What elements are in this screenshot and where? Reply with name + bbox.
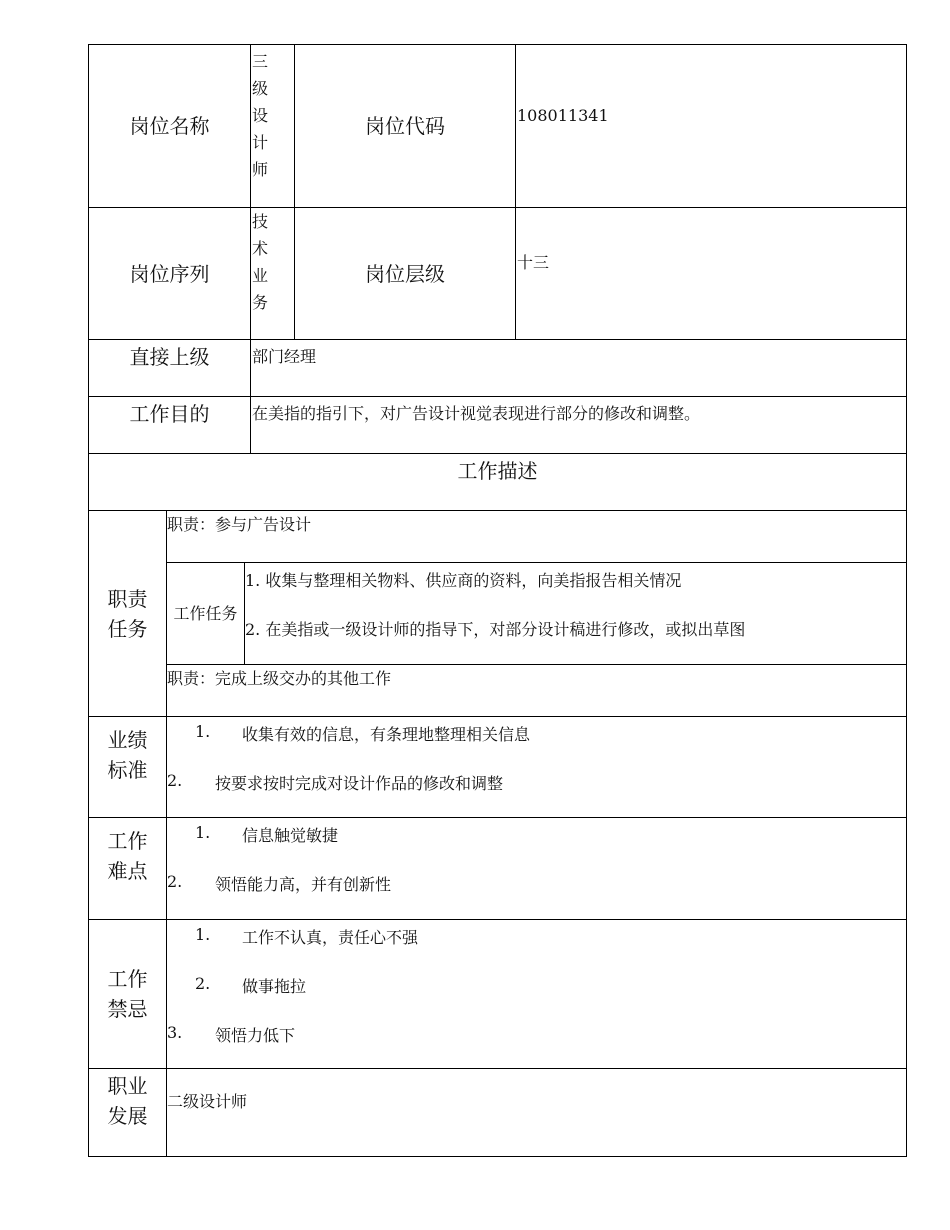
difficulty-item-2: 领悟能力高，并有创新性	[215, 875, 392, 894]
difficulties-label: 工作难点	[107, 829, 148, 883]
post-series-value: 技术业务	[252, 212, 269, 312]
post-series-value-cell	[251, 208, 295, 340]
post-level-label: 岗位层级	[295, 208, 516, 340]
difficulty-item-1: 信息触觉敏捷	[242, 826, 339, 845]
post-name-value-cell	[251, 45, 295, 208]
tasks-list	[245, 563, 906, 665]
purpose-value: 在美指的指引下，对广告设计视觉表现进行部分的修改和调整。	[252, 404, 701, 423]
purpose-label: 工作目的	[89, 397, 251, 454]
taboo-num-3: 3.	[167, 1023, 183, 1042]
section-title: 工作描述	[89, 454, 906, 511]
career-value-cell	[167, 1069, 906, 1156]
purpose-value-cell	[251, 397, 906, 454]
taboo-item-2: 做事拖拉	[242, 977, 307, 996]
post-code-value: 108011341	[517, 106, 609, 125]
performance-num-1: 1.	[195, 722, 211, 741]
difficulty-num-2: 2.	[167, 872, 183, 891]
post-name-label: 岗位名称	[89, 45, 251, 208]
post-code-label: 岗位代码	[295, 45, 516, 208]
task-item-2: 2. 在美指或一级设计师的指导下，对部分设计稿进行修改，或拟出草图	[245, 620, 746, 639]
tasks-label-cell	[167, 563, 245, 665]
taboos-label-cell	[89, 920, 167, 1069]
taboos-label: 工作禁忌	[107, 967, 148, 1021]
performance-list	[167, 717, 906, 818]
supervisor-label: 直接上级	[89, 340, 251, 397]
performance-item-2: 按要求按时完成对设计作品的修改和调整	[215, 774, 504, 793]
taboos-list	[167, 920, 906, 1069]
difficulties-list	[167, 818, 906, 920]
performance-label-cell	[89, 717, 167, 818]
duty-1-text: 职责：参与广告设计	[167, 515, 312, 534]
duties-label: 职责任务	[107, 586, 148, 641]
taboo-item-1: 工作不认真，责任心不强	[242, 928, 419, 947]
post-level-value-cell	[516, 208, 906, 340]
duty-2	[167, 665, 906, 717]
difficulty-num-1: 1.	[195, 823, 211, 842]
supervisor-value: 部门经理	[252, 347, 317, 366]
performance-num-2: 2.	[167, 771, 183, 790]
career-label: 职业发展	[107, 1074, 148, 1128]
performance-label: 业绩标准	[107, 728, 148, 782]
post-code-value-cell	[516, 45, 906, 208]
taboo-item-3: 领悟力低下	[215, 1026, 296, 1045]
job-description-table	[88, 44, 907, 1157]
taboo-num-2: 2.	[195, 974, 211, 993]
duties-label-cell	[89, 511, 167, 717]
tasks-label: 工作任务	[173, 603, 238, 623]
post-name-value: 三级设计师	[252, 52, 269, 179]
taboo-num-1: 1.	[195, 925, 211, 944]
post-level-value: 十三	[517, 253, 550, 272]
career-value: 二级设计师	[167, 1092, 248, 1111]
difficulties-label-cell	[89, 818, 167, 920]
performance-item-1: 收集有效的信息，有条理地整理相关信息	[242, 725, 531, 744]
career-label-cell	[89, 1069, 167, 1156]
task-item-1: 1. 收集与整理相关物料、供应商的资料，向美指报告相关情况	[245, 571, 682, 590]
duty-2-text: 职责：完成上级交办的其他工作	[167, 669, 392, 688]
supervisor-value-cell	[251, 340, 906, 397]
post-series-label: 岗位序列	[89, 208, 251, 340]
duty-1	[167, 511, 906, 563]
